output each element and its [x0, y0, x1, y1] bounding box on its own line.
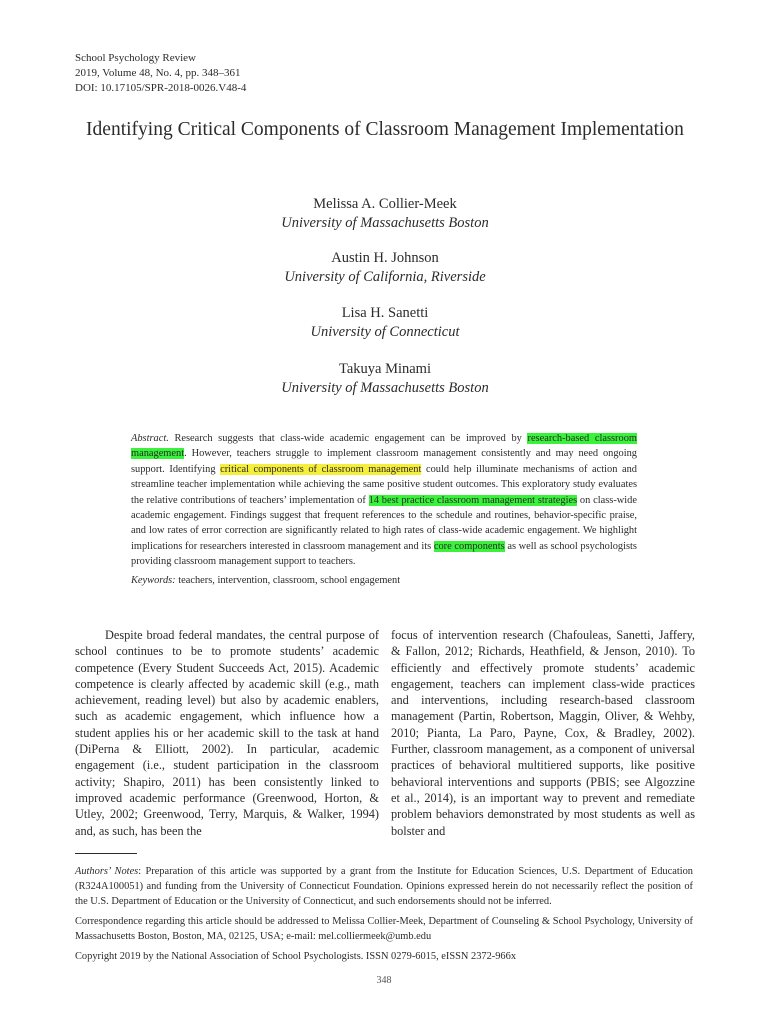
journal-header	[75, 51, 246, 96]
highlight-green: core components	[433, 540, 505, 552]
author-name: Melissa A. Collier-Meek	[313, 196, 457, 212]
abstract-text: could help illuminate mechanisms of action and streamline teacher implementation while achieving the same positive student outcomes. This exploratory study evaluates the relative contributions of teachers’ implementation of	[131, 463, 637, 506]
keywords	[131, 573, 400, 588]
journal-doi: DOI: 10.17105/SPR-2018-0026.V48-4	[75, 82, 247, 94]
footnote-divider	[75, 853, 137, 854]
highlight-green: research-based classroom management	[131, 433, 637, 460]
authors-note-text: : Preparation of this article was supported by a grant from the Institute for Education Sciences, U.S. Department of Education (R324A100051) and funding from the University of Connecticut Foundation. Opinions expressed herein do not necessarily reflect the position of the U.S. Department of Education or the University of Connecticut, and such endorsements should not be inferred.	[75, 866, 693, 908]
abstract-text: on class-wide academic engagement. Findings suggest that frequent references to the schedule and routines, behavior-specific praise, and low rates of error correction are significantly related to high rates of class-wide academic engagement. We highlight implications for researchers interested in classroom management and its	[131, 494, 637, 552]
author-name: Lisa H. Sanetti	[341, 305, 429, 321]
journal-volume: 2019, Volume 48, No. 4, pp. 348–361	[75, 67, 241, 79]
body-paragraph: focus of intervention research (Chafouleas, Sanetti, Jaffery, & Fallon, 2012; Richards, Heathfield, & Jenson, 2010). To efficiently and effectively promote students’ academic engagement, teachers can implement class-wide practices and interventions, including research-based classroom management (Partin, Robertson, Maggin, Oliver, & Wehby, 2010; Pianta, La Paro, Payne, Cox, & Bradley, 2002). Further, classroom management, as a component of universal practices of behavioral multitiered supports, like positive behavioral interventions and supports (PBIS; see Algozzine et al., 2014), is an important way to prevent and remediate problem behaviors demonstrated by most students as well as bolster and	[391, 628, 695, 838]
correspondence-note: Correspondence regarding this article should be addressed to Melissa Collier-Meek, Department of Counseling & School Psychology, University of Massachusetts Boston, Boston, MA, 02125, USA; e-mail: mel.colliermeek@umb.edu	[75, 916, 693, 943]
author-name: Takuya Minami	[338, 361, 431, 377]
authors-note	[75, 864, 693, 910]
author-name: Austin H. Johnson	[331, 250, 439, 266]
author-block	[100, 304, 670, 342]
author-affiliation: University of Connecticut	[310, 324, 460, 340]
authors-note-label: Authors’ Notes	[75, 866, 139, 877]
author-block	[100, 360, 670, 398]
highlight-yellow: critical components of classroom management	[220, 463, 422, 475]
body-column-left	[75, 627, 379, 839]
abstract-text: . However, teachers struggle to implement classroom management consistently and may need ongoing support. Identifying	[131, 448, 637, 475]
abstract-text: as well as school psychologists providing classroom management support to teachers.	[131, 540, 637, 568]
author-affiliation: University of Massachusetts Boston	[281, 215, 489, 231]
author-block	[100, 249, 670, 287]
author-affiliation: University of California, Riverside	[284, 269, 486, 285]
journal-name: School Psychology Review	[75, 52, 196, 64]
author-affiliation: University of Massachusetts Boston	[281, 380, 489, 396]
article-title: Identifying Critical Components of Classroom Management Implementation	[86, 119, 684, 140]
highlight-green: 14 best practice classroom management strategies	[368, 494, 578, 506]
author-block	[100, 195, 670, 233]
body-paragraph: Despite broad federal mandates, the central purpose of school continues to be to promote students’ academic competence (Every Student Succeeds Act, 2015). Academic competence is clearly affected by academic skill (e.g., math achievement, reading level) but also by academic enablers, such as academic engagement, which influence how a student applies his or her academic skill to the task at hand (DiPerna & Elliott, 2002). In particular, academic engagement (i.e., student participation in the classroom activity; Shapiro, 2011) has been consistently linked to improved academic performance (Greenwood, Horton, & Utley, 2002; Greenwood, Terry, Marquis, & Walker, 1994) and, as such, has been the	[75, 628, 379, 838]
keywords-text: teachers, intervention, classroom, school engagement	[175, 575, 401, 586]
abstract-label: Abstract.	[131, 433, 169, 444]
abstract	[131, 431, 637, 570]
body-column-right	[391, 627, 695, 839]
abstract-text: Research suggests that class-wide academic engagement can be improved by	[168, 433, 528, 444]
page-number: 348	[376, 975, 392, 986]
keywords-label: Keywords:	[131, 575, 176, 586]
copyright-note: Copyright 2019 by the National Association of School Psychologists. ISSN 0279-6015, eISSN 2372-966x	[75, 951, 517, 962]
